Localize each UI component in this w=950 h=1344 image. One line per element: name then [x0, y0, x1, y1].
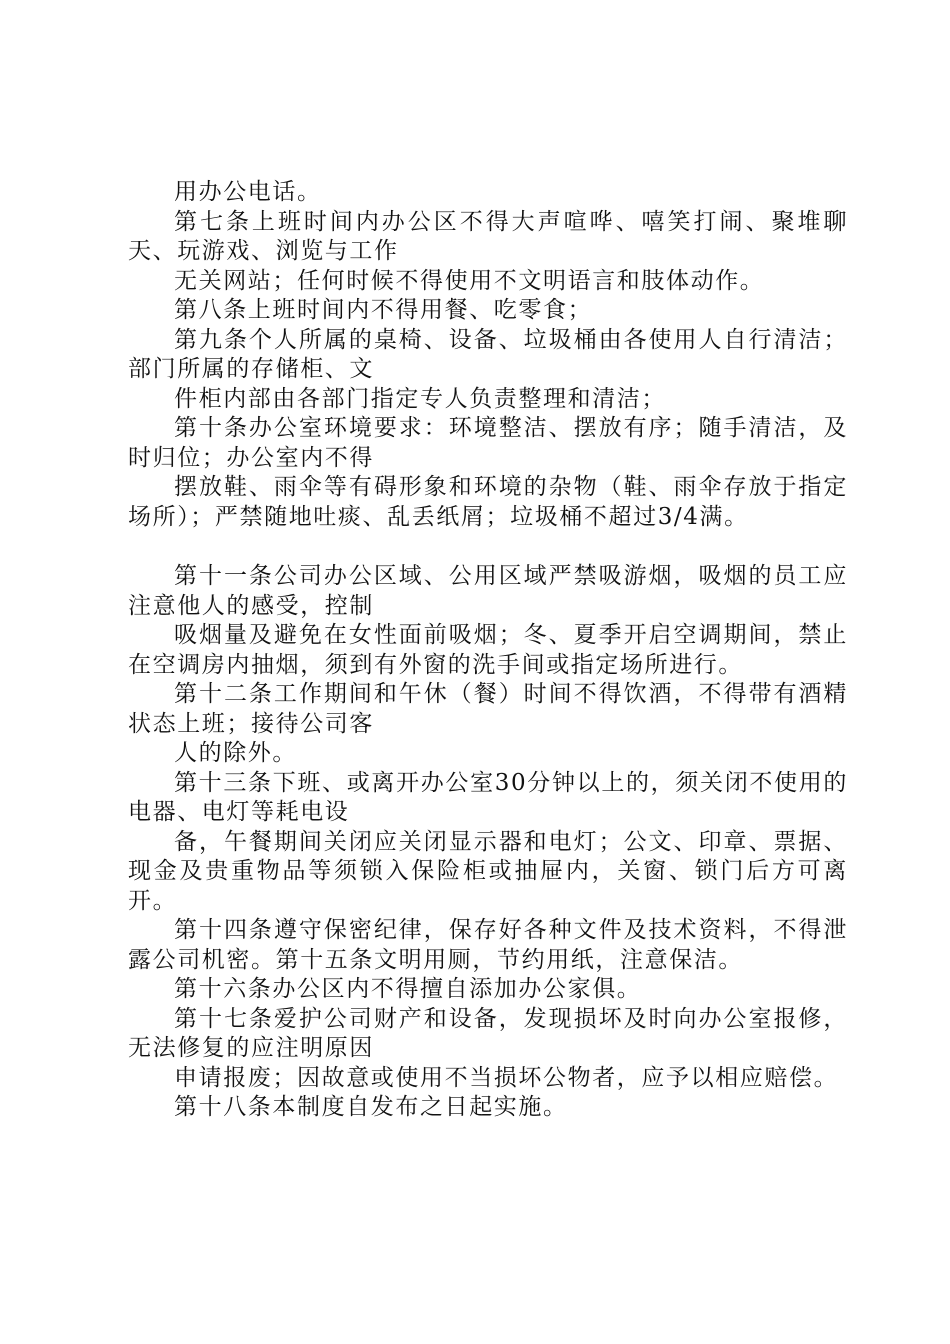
paragraph: 人的除外。 — [174, 740, 297, 766]
paragraph: 第十六条办公区内不得擅自添加办公家俱。 — [174, 976, 642, 1002]
paragraph: 第八条上班时间内不得用餐、吃零食； — [174, 297, 593, 323]
paragraph: 用办公电话。 — [174, 179, 322, 205]
paragraph: 第十一条公司办公区域、公用区域严禁吸游烟，吸烟的员工应注意他人的感受，控制 — [128, 563, 848, 619]
paragraph: 备，午餐期间关闭应关闭显示器和电灯；公文、印章、票据、现金及贵重物品等须锁入保险柜或抽屉内，关窗、锁门后方可离开。 — [128, 828, 848, 914]
paragraph: 申请报废；因故意或使用不当损坏公物者，应予以相应赔偿。 — [174, 1064, 839, 1091]
paragraph: 第十八条本制度自发布之日起实施。 — [174, 1094, 568, 1120]
paragraph-gap — [128, 532, 848, 562]
paragraph: 第十二条工作期间和午休（餐）时间不得饮酒，不得带有酒精状态上班；接待公司客 — [128, 681, 848, 737]
paragraph: 吸烟量及避免在女性面前吸烟；冬、夏季开启空调期间，禁止在空调房内抽烟，须到有外窗的洗手间或指定场所进行。 — [128, 622, 848, 678]
paragraph: 无关网站；任何时候不得使用不文明语言和肢体动作。 — [174, 267, 765, 294]
paragraph: 第九条个人所属的桌椅、设备、垃圾桶由各使用人自行清洁；部门所属的存储柜、文 — [128, 326, 848, 382]
paragraph: 第十四条遵守保密纪律，保存好各种文件及技术资料，不得泄露公司机密。第十五条文明用厕，节约用纸，注意保洁。 — [128, 917, 848, 973]
paragraph: 摆放鞋、雨伞等有碍形象和环境的杂物（鞋、雨伞存放于指定场所）；严禁随地吐痰、乱丢纸屑；垃圾桶不超过3/4满。 — [128, 474, 848, 530]
document-body — [128, 178, 848, 1123]
paragraph: 第十条办公室环境要求：环境整洁、摆放有序；随手清洁，及时归位；办公室内不得 — [128, 415, 848, 471]
paragraph: 第十三条下班、或离开办公室30分钟以上的，须关闭不使用的电器、电灯等耗电设 — [128, 769, 848, 825]
paragraph: 第十七条爱护公司财产和设备，发现损坏及时向办公室报修，无法修复的应注明原因 — [128, 1005, 848, 1061]
paragraph: 件柜内部由各部门指定专人负责整理和清洁； — [174, 385, 666, 412]
paragraph: 第七条上班时间内办公区不得大声喧哗、嘻笑打闹、聚堆聊天、玩游戏、浏览与工作 — [128, 208, 848, 264]
